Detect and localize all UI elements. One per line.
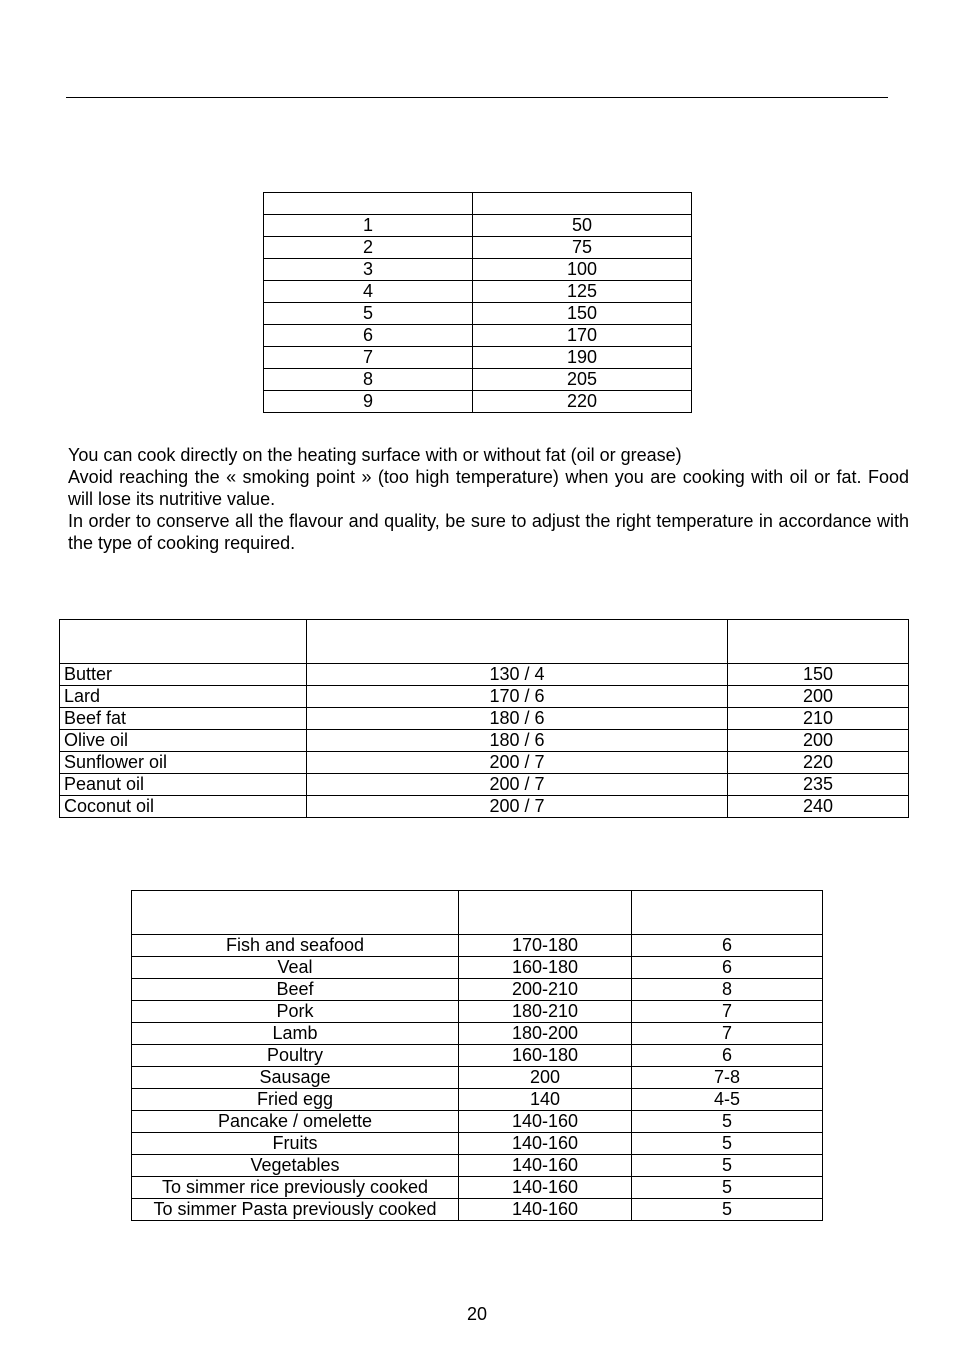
table-row [264, 281, 692, 303]
table-row [132, 957, 823, 979]
table-cell: 200 / 7 [307, 774, 728, 796]
table-cell: 180 / 6 [307, 730, 728, 752]
table-cell: 8 [264, 369, 473, 391]
table-cell: Lard [60, 686, 307, 708]
table-row [132, 935, 823, 957]
table-cell: 190 [473, 347, 692, 369]
table-row [132, 1111, 823, 1133]
table-row [60, 796, 909, 818]
table-cell: Fish and seafood [132, 935, 459, 957]
table-row [60, 708, 909, 730]
table-cell: 6 [632, 1045, 823, 1067]
table-cell: 8 [632, 979, 823, 1001]
table-cell: Beef [132, 979, 459, 1001]
table-cell: 50 [473, 215, 692, 237]
table-cell: Butter [60, 664, 307, 686]
table-cell: 205 [473, 369, 692, 391]
table-cell: 150 [728, 664, 909, 686]
header-rule [66, 97, 888, 98]
table-cell: 200 [459, 1067, 632, 1089]
table-cell: Coconut oil [60, 796, 307, 818]
table-cell: 4-5 [632, 1089, 823, 1111]
table-cell: 240 [728, 796, 909, 818]
table-cell: 200 [728, 730, 909, 752]
table-row [264, 347, 692, 369]
table-cell: 150 [473, 303, 692, 325]
table-cell: 210 [728, 708, 909, 730]
table-cell: 180-200 [459, 1023, 632, 1045]
table-cell: 160-180 [459, 1045, 632, 1067]
cooking-instructions [68, 444, 909, 554]
table-row [132, 979, 823, 1001]
header-cell-food [132, 891, 459, 935]
table-row [264, 237, 692, 259]
table-cell: To simmer rice previously cooked [132, 1177, 459, 1199]
table-cell: 3 [264, 259, 473, 281]
table-cell: 125 [473, 281, 692, 303]
table-cell: 170 / 6 [307, 686, 728, 708]
table-row [132, 1001, 823, 1023]
table-cell: Poultry [132, 1045, 459, 1067]
table-row [264, 391, 692, 413]
table-cell: 220 [473, 391, 692, 413]
table-row [132, 1199, 823, 1221]
header-cell-fat [60, 620, 307, 664]
table-cell: 100 [473, 259, 692, 281]
table-row [132, 1045, 823, 1067]
table-cell: Fruits [132, 1133, 459, 1155]
table-header-row [264, 193, 692, 215]
paragraph-smoking-point: Avoid reaching the « smoking point » (too high temperature) when you are cooking with oil or fat. Food will lose its nutritive value. [68, 467, 909, 509]
table-row [264, 303, 692, 325]
table-cell: Pancake / omelette [132, 1111, 459, 1133]
table-cell: 6 [632, 957, 823, 979]
table-row [264, 325, 692, 347]
table-cell: 200 / 7 [307, 752, 728, 774]
table-cell: 140 [459, 1089, 632, 1111]
table-cell: Lamb [132, 1023, 459, 1045]
table-row [132, 1177, 823, 1199]
table-cell: Veal [132, 957, 459, 979]
table-cell: 160-180 [459, 957, 632, 979]
setting-temperature-table [263, 192, 692, 413]
table-header-row [60, 620, 909, 664]
food-cooking-table [131, 890, 823, 1221]
table-cell: 75 [473, 237, 692, 259]
table-row [60, 730, 909, 752]
paragraph-fat: You can cook directly on the heating surface with or without fat (oil or grease) [68, 445, 682, 465]
table-cell: 235 [728, 774, 909, 796]
table-cell: 2 [264, 237, 473, 259]
table-cell: 220 [728, 752, 909, 774]
header-cell-temperature [459, 891, 632, 935]
table-cell: 6 [632, 935, 823, 957]
table-cell: 7-8 [632, 1067, 823, 1089]
header-cell-smoking-point [728, 620, 909, 664]
table-cell: Fried egg [132, 1089, 459, 1111]
table-cell: 200 / 7 [307, 796, 728, 818]
table-row [264, 215, 692, 237]
table-row [60, 686, 909, 708]
table-cell: 1 [264, 215, 473, 237]
table-cell: 7 [632, 1001, 823, 1023]
table-cell: To simmer Pasta previously cooked [132, 1199, 459, 1221]
table-cell: Vegetables [132, 1155, 459, 1177]
table-cell: 5 [632, 1155, 823, 1177]
table-cell: 5 [264, 303, 473, 325]
table-cell: Pork [132, 1001, 459, 1023]
table-cell: 130 / 4 [307, 664, 728, 686]
table-cell: 9 [264, 391, 473, 413]
table-row [132, 1067, 823, 1089]
table-cell: 5 [632, 1199, 823, 1221]
table-row [264, 369, 692, 391]
table-cell: 7 [632, 1023, 823, 1045]
paragraph-flavour: In order to conserve all the flavour and quality, be sure to adjust the right temperature in accordance with the type of cooking required. [68, 511, 909, 553]
table-cell: 140-160 [459, 1133, 632, 1155]
table-cell: 200-210 [459, 979, 632, 1001]
table-cell: 5 [632, 1177, 823, 1199]
table-row [132, 1155, 823, 1177]
table-cell: Olive oil [60, 730, 307, 752]
table-cell: 180 / 6 [307, 708, 728, 730]
table-cell: 140-160 [459, 1199, 632, 1221]
table-cell: 4 [264, 281, 473, 303]
table-cell: 140-160 [459, 1111, 632, 1133]
table-row [264, 259, 692, 281]
table-cell: 5 [632, 1133, 823, 1155]
table-cell: 200 [728, 686, 909, 708]
table-cell: 7 [264, 347, 473, 369]
table-cell: 140-160 [459, 1155, 632, 1177]
table-cell: 180-210 [459, 1001, 632, 1023]
table-cell: 5 [632, 1111, 823, 1133]
table-cell: Peanut oil [60, 774, 307, 796]
table-row [132, 1133, 823, 1155]
fat-smoking-point-table [59, 619, 909, 818]
table-cell: 6 [264, 325, 473, 347]
header-cell-setting [264, 193, 473, 215]
table-row [60, 774, 909, 796]
header-cell-setting [307, 620, 728, 664]
table-row [132, 1089, 823, 1111]
header-cell-setting [632, 891, 823, 935]
table-cell: Beef fat [60, 708, 307, 730]
table-cell: Sausage [132, 1067, 459, 1089]
table-cell: 140-160 [459, 1177, 632, 1199]
table-row [60, 752, 909, 774]
header-cell-temperature [473, 193, 692, 215]
table-cell: 170-180 [459, 935, 632, 957]
table-cell: Sunflower oil [60, 752, 307, 774]
table-row [132, 1023, 823, 1045]
table-row [60, 664, 909, 686]
table-header-row [132, 891, 823, 935]
page-number: 20 [466, 1304, 488, 1324]
table-cell: 170 [473, 325, 692, 347]
